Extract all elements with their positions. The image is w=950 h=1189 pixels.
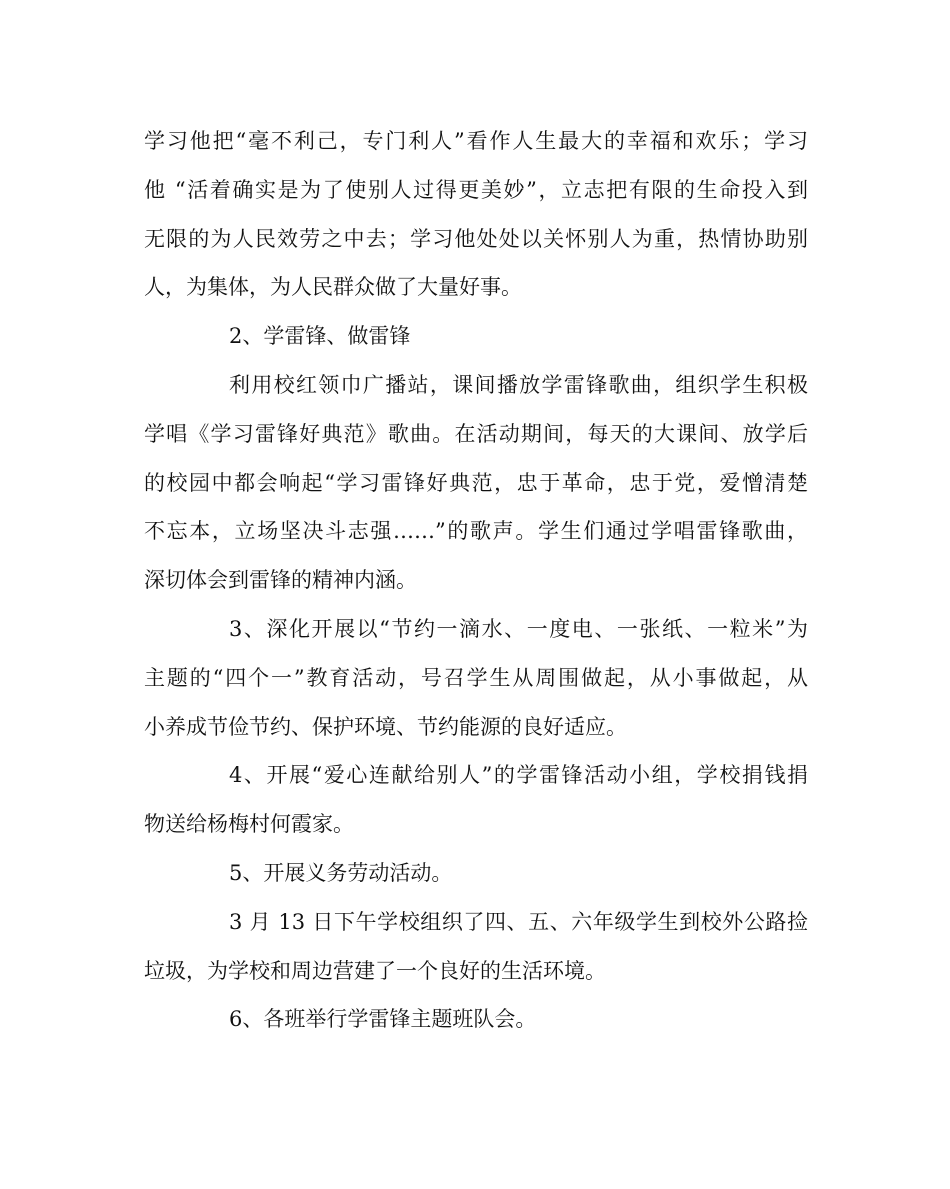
section-heading: 2、学雷锋、做雷锋 [229, 324, 411, 349]
text-line: 物送给杨梅村何霞家。 [144, 812, 354, 837]
text-line: 学习他把“毫不利己，专门利人”看作人生最大的幸福和欢乐；学习 [144, 129, 808, 153]
text-line: 他 “活着确实是为了使别人过得更美妙”，立志把有限的生命投入到 [144, 177, 808, 202]
text-line: 3 月 13 日下午学校组织了四、五、六年级学生到校外公路捡 [229, 909, 808, 934]
text-line: 垃圾，为学校和周边营建了一个良好的生活环境。 [144, 958, 606, 983]
section-heading: 4、开展“爱心连献给别人”的学雷锋活动小组，学校捐钱捐 [229, 763, 808, 788]
text-line: 小养成节俭节约、保护环境、节约能源的良好适应。 [144, 714, 627, 739]
text-line: 无限的为人民效劳之中去；学习他处处以关怀别人为重，热情协助别 [144, 226, 808, 251]
text-line: 主题的“四个一”教育活动，号召学生从周围做起，从小事做起，从 [144, 665, 808, 690]
section-heading: 6、各班举行学雷锋主题班队会。 [229, 1007, 537, 1032]
section-heading: 5、开展义务劳动活动。 [229, 860, 453, 885]
text-line: 深切体会到雷锋的精神内涵。 [144, 568, 417, 593]
text-line: 利用校红领巾广播站，课间播放学雷锋歌曲，组织学生积极 [229, 372, 808, 397]
text-line: 的校园中都会响起“学习雷锋好典范，忠于革命，忠于党，爱憎清楚 [144, 470, 808, 495]
text-line: 人，为集体，为人民群众做了大量好事。 [144, 275, 522, 300]
section-heading: 3、深化开展以“节约一滴水、一度电、一张纸、一粒米”为 [229, 616, 808, 641]
document-body [144, 117, 808, 1044]
text-line: 学唱《学习雷锋好典范》歌曲。在活动期间，每天的大课间、放学后 [144, 421, 808, 446]
text-line: 不忘本，立场坚决斗志强……”的歌声。学生们通过学唱雷锋歌曲， [144, 519, 808, 544]
